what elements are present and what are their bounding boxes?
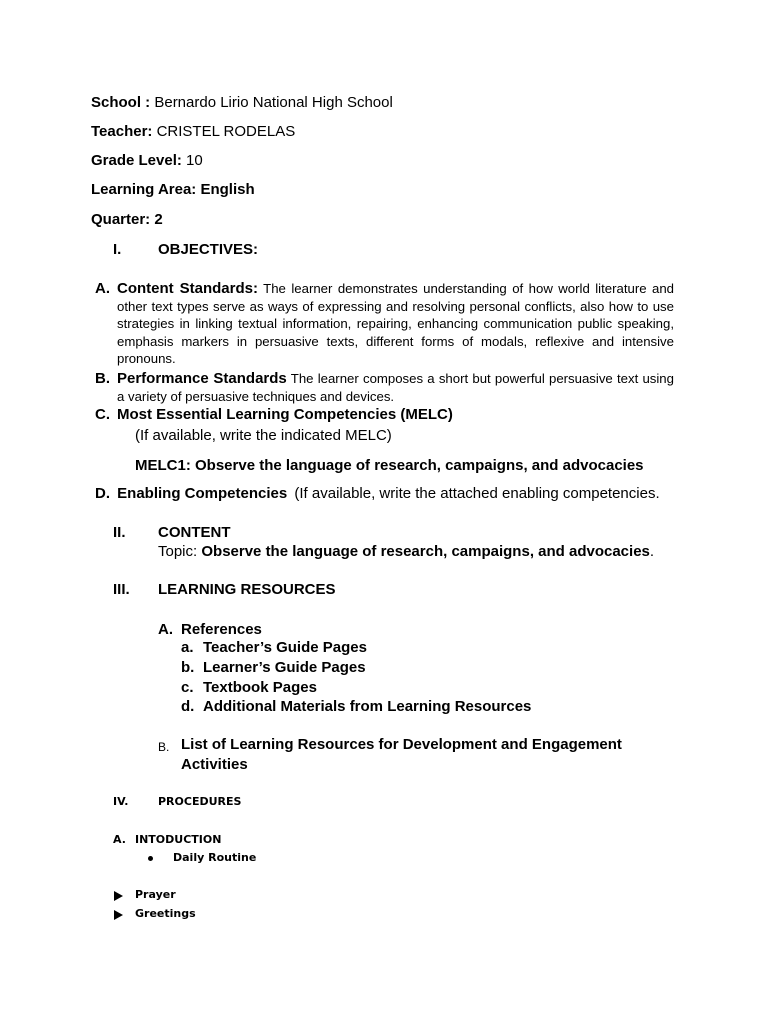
- content-standards: [117, 280, 674, 368]
- performance-standards-label: Performance Standards: [117, 370, 287, 387]
- enabling-note: (If available, write the attached enabling competencies.: [294, 485, 660, 502]
- section-3-title: LEARNING RESOURCES: [158, 581, 336, 598]
- enabling-letter: D.: [95, 485, 110, 502]
- melc-letter: C.: [95, 406, 110, 423]
- performance-standards-text: The learner composes a short but powerful persuasive text using a variety of persuasive techniques and devices.: [117, 371, 674, 404]
- enabling-competencies: [95, 485, 660, 503]
- section-4-number: IV.: [113, 795, 129, 808]
- melc-1: MELC1: Observe the language of research, campaigns, and advocacies: [135, 457, 644, 474]
- school-value: Bernardo Lirio National High School: [154, 94, 393, 111]
- topic-label: Topic:: [158, 543, 198, 560]
- ref-d-letter: d.: [181, 698, 195, 715]
- topic-value: Observe the language of research, campaigns, and advocacies: [201, 543, 650, 560]
- daily-routine: Daily Routine: [173, 851, 257, 864]
- content-standards-label: Content Standards:: [117, 280, 258, 297]
- content-standards-text: The learner demonstrates understanding of how world literature and other text types serve as ways of expressing and resolving personal conflicts, also how to use strategies in linking textual information, repairing, enhancing communication public speaking, emphasis markers in persuasive texts, different forms of modals, reflexive and intensive pronouns.: [117, 281, 674, 367]
- topic-end: .: [649, 543, 655, 560]
- references-label: References: [181, 621, 262, 638]
- ref-b-text: Learner’s Guide Pages: [203, 659, 366, 676]
- references-letter: A.: [158, 621, 173, 638]
- section-2-title: CONTENT: [158, 524, 231, 541]
- ref-a-letter: a.: [181, 639, 194, 656]
- section-1-number: I.: [113, 241, 122, 258]
- performance-standards-letter: B.: [95, 370, 110, 387]
- section-1-title: OBJECTIVES:: [158, 241, 259, 258]
- teacher-line: [91, 123, 295, 141]
- school-label: School :: [91, 94, 151, 111]
- learning-resources-list-label-2: Activities: [181, 756, 248, 773]
- ref-b-letter: b.: [181, 659, 195, 676]
- school-line: [91, 94, 393, 112]
- bullet-icon: [148, 856, 153, 861]
- introduction-letter: A.: [113, 833, 126, 846]
- section-2-number: II.: [113, 524, 126, 541]
- performance-standards: [117, 370, 674, 405]
- section-4-title: PROCEDURES: [158, 795, 242, 808]
- topic-line: [158, 543, 654, 561]
- enabling-label: Enabling Competencies: [117, 485, 288, 502]
- arrow-bullet-icon: [114, 891, 123, 901]
- quarter-line: Quarter: 2: [91, 211, 163, 228]
- melc-note: (If available, write the indicated MELC): [135, 427, 392, 444]
- introduction-label: INTODUCTION: [135, 833, 222, 846]
- content-standards-letter: A.: [95, 280, 110, 297]
- learning-resources-list-label-1: List of Learning Resources for Development and Engagement: [181, 736, 622, 753]
- grade-label: Grade Level:: [91, 152, 182, 169]
- grade-line: [91, 152, 203, 170]
- grade-value: 10: [186, 152, 203, 169]
- arrow-bullet-icon: [114, 910, 123, 920]
- teacher-label: Teacher:: [91, 123, 153, 140]
- ref-c-text: Textbook Pages: [203, 679, 317, 696]
- teacher-value: CRISTEL RODELAS: [156, 123, 296, 140]
- ref-d-text: Additional Materials from Learning Resources: [203, 698, 532, 715]
- ref-a-text: Teacher’s Guide Pages: [203, 639, 367, 656]
- greetings-item: Greetings: [135, 907, 196, 920]
- ref-c-letter: c.: [181, 679, 194, 696]
- melc-label: Most Essential Learning Competencies (MELC): [117, 406, 453, 423]
- prayer-item: Prayer: [135, 888, 176, 901]
- section-3-number: III.: [113, 581, 130, 598]
- learning-resources-list-letter: B.: [158, 740, 170, 754]
- learning-area-line: Learning Area: English: [91, 181, 255, 198]
